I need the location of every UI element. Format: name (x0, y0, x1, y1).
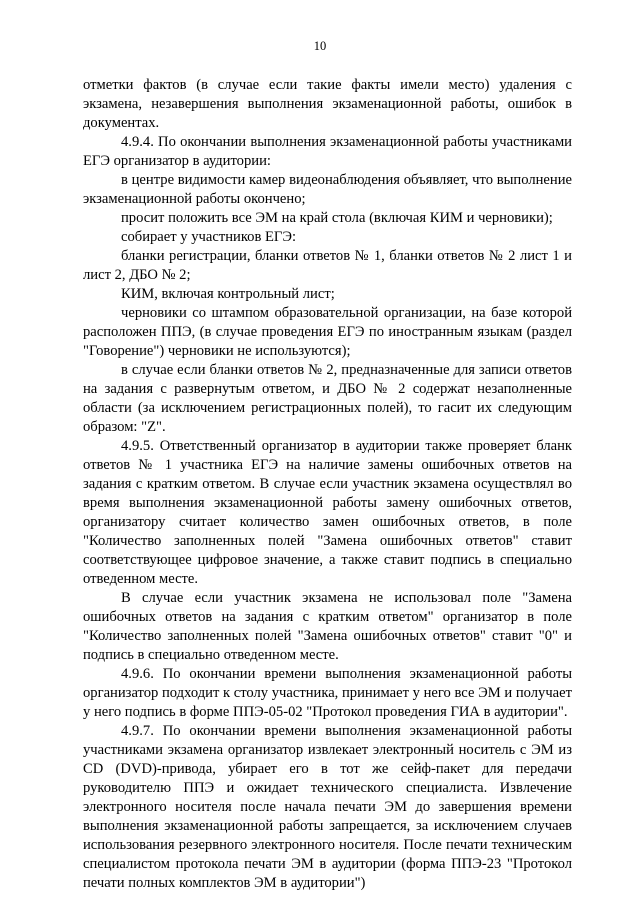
paragraph-kim: КИМ, включая контрольный лист; (121, 286, 335, 302)
paragraph-4-9-6: 4.9.6. По окончании времени выполнения экзаменационной работы организатор подходит к столу участника, принимает у него все ЭМ и получает у него подпись в форме ППЭ-05-02 "Протокол проведения ГИА в аудитории". (83, 666, 572, 720)
paragraph-4-9-5: 4.9.5. Ответственный организатор в аудитории также проверяет бланк ответов № 1 участника ЕГЭ на наличие замены ошибочных ответов на задания с кратким ответом. В случае если участник экзамена осуществлял во время выполнения экзаменационной работы замену ошибочных ответов, организатору считает количество замен ошибочных ответов, в поле "Количество заполненных полей "Замена ошибочных ответов" ставит соответствующее цифровое значение, а также ставит подпись в специально отведенном месте. (83, 438, 572, 587)
paragraph-drafts: черновики со штампом образовательной организации, на базе которой расположен ППЭ, (в случае проведения ЕГЭ по иностранным языкам (раздел "Говорение") черновики не используются); (83, 305, 572, 359)
paragraph-forms-list: бланки регистрации, бланки ответов № 1, бланки ответов № 2 лист 1 и лист 2, ДБО № 2; (83, 248, 572, 283)
paragraph-put-materials: просит положить все ЭМ на край стола (включая КИМ и черновики); (121, 210, 553, 226)
document-body (83, 76, 572, 893)
paragraph-announce-end: в центре видимости камер видеонаблюдения объявляет, что выполнение экзаменационной работы окончено; (83, 172, 572, 207)
page-number: 10 (313, 39, 327, 53)
paragraph-4-9-7: 4.9.7. По окончании времени выполнения экзаменационной работы участниками экзамена организатор извлекает электронный носитель с ЭМ из CD (DVD)-привода, убирает его в тот же сейф-пакет для передачи руководителю ППЭ и ожидает технического специалиста. Извлечение электронного носителя после начала печати ЭМ до завершения времени выполнения экзаменационной работы запрещается, за исключением случаев использования резервного электронного носителя. После печати техническим специалистом протокола печати ЭМ в аудитории (форма ППЭ-23 "Протокол печати полных комплектов ЭМ в аудитории") (83, 723, 572, 891)
paragraph-z-mark: в случае если бланки ответов № 2, предназначенные для записи ответов на задания с развернутым ответом, и ДБО № 2 содержат незаполненные области (за исключением регистрационных полей), то гасит их следующим образом: "Z". (83, 362, 572, 435)
paragraph-collects: собирает у участников ЕГЭ: (121, 229, 297, 245)
paragraph-zero-replacements: В случае если участник экзамена не использовал поле "Замена ошибочных ответов на задания с кратким ответом" организатор в поле "Количество заполненных полей "Замена ошибочных ответов" ставит "0" и подпись в специально отведенном месте. (83, 590, 572, 663)
paragraph-4-9-4: 4.9.4. По окончании выполнения экзаменационной работы участниками ЕГЭ организатор в аудитории: (83, 134, 572, 169)
paragraph-1: отметки фактов (в случае если такие факты имели место) удаления с экзамена, незавершения выполнения экзаменационной работы, ошибок в документах. (83, 77, 572, 131)
